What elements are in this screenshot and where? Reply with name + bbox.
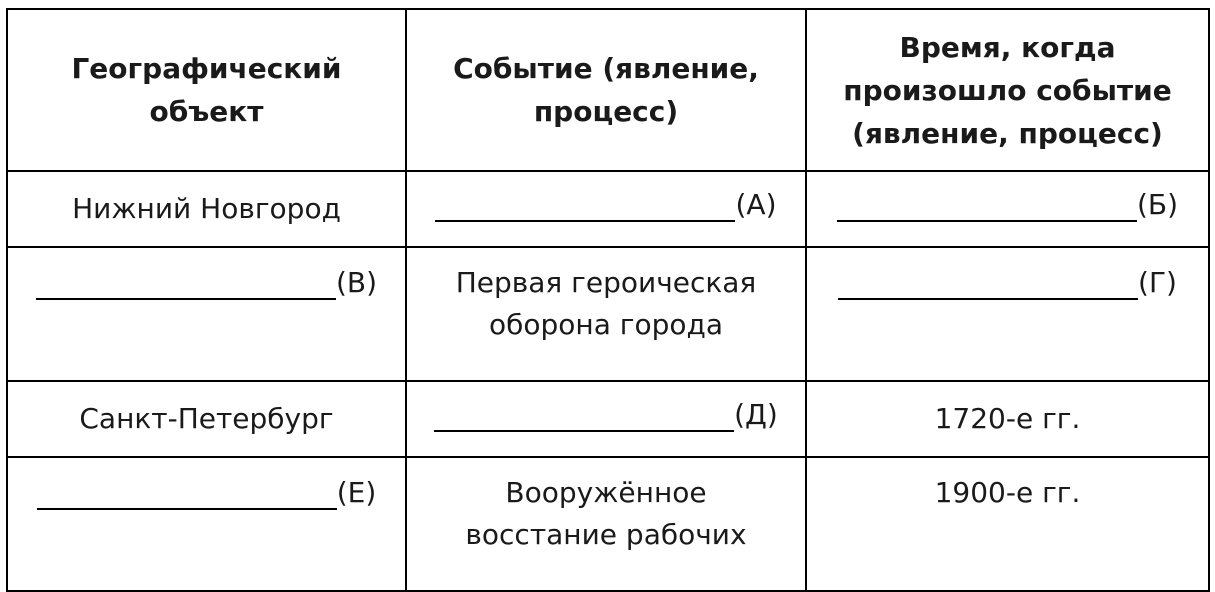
- task-table: [6, 8, 1210, 592]
- blank-label: (Б): [1136, 188, 1179, 221]
- blank-line: [838, 270, 1138, 300]
- time-cell: 1900-е гг.: [806, 457, 1209, 591]
- table-row: [7, 381, 1209, 457]
- answer-blank: [37, 472, 377, 514]
- event-cell: Вооружённое восстание рабочих: [406, 457, 806, 591]
- event-cell: [406, 381, 806, 457]
- blank-line: [434, 402, 734, 432]
- header-geographic-object: Географический объект: [7, 9, 406, 171]
- header-time: Время, когда произошло событие (явление, процесс): [806, 9, 1209, 171]
- blank-line: [37, 480, 337, 510]
- object-cell: [7, 457, 406, 591]
- object-cell: Нижний Новгород: [7, 171, 406, 247]
- object-cell: [7, 247, 406, 381]
- answer-blank: [838, 262, 1177, 304]
- table-row: [7, 247, 1209, 381]
- blank-label: (Е): [336, 476, 377, 509]
- table-row: [7, 457, 1209, 591]
- answer-blank: [435, 184, 776, 226]
- answer-blank: [36, 262, 377, 304]
- header-row: [7, 9, 1209, 171]
- event-cell: [406, 171, 806, 247]
- header-event: Событие (явление, процесс): [406, 9, 806, 171]
- object-cell: Санкт-Петербург: [7, 381, 406, 457]
- time-cell: [806, 171, 1209, 247]
- blank-label: (А): [735, 188, 777, 221]
- event-cell: Первая героическая оборона города: [406, 247, 806, 381]
- blank-line: [435, 192, 735, 222]
- time-cell: [806, 247, 1209, 381]
- blank-line: [837, 192, 1137, 222]
- blank-label: (В): [335, 266, 378, 299]
- blank-label: (Г): [1138, 266, 1177, 299]
- table-row: [7, 171, 1209, 247]
- blank-label: (Д): [734, 398, 778, 431]
- answer-blank: [434, 394, 778, 436]
- blank-line: [36, 270, 336, 300]
- answer-blank: [837, 184, 1178, 226]
- time-cell: 1720-е гг.: [806, 381, 1209, 457]
